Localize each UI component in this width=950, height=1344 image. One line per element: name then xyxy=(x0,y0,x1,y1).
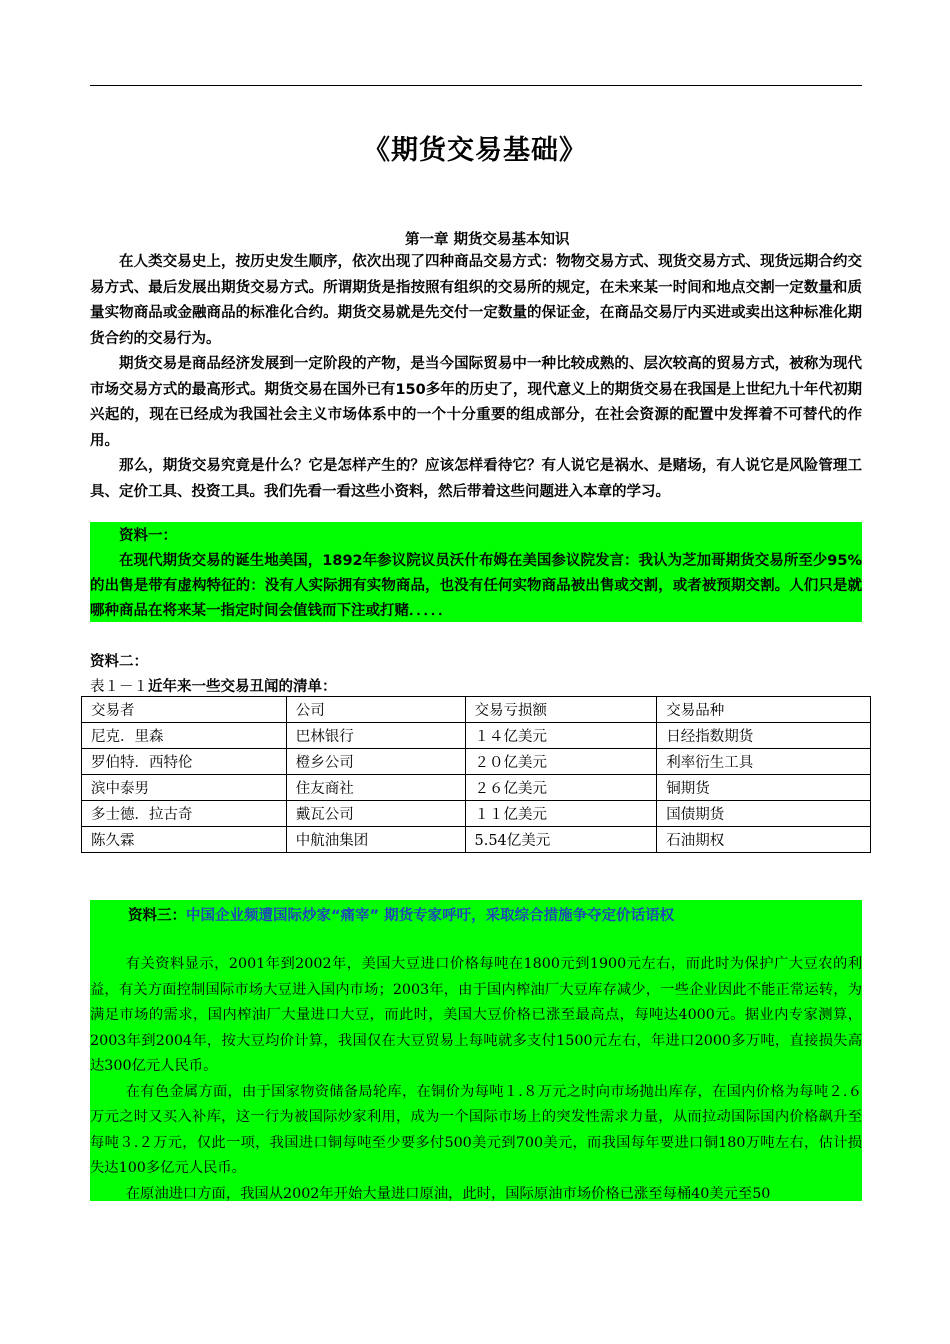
intro-paragraph: 那么，期货交易究竟是什么？它是怎样产生的？应该怎样看待它？有人说它是祸水、是赌场，有人说它是风险管理工具、定价工具、投资工具。我们先看一看这些小资料，然后带着这些问题进入本章的学习。 xyxy=(90,458,862,500)
material-two-label: 资料二： xyxy=(90,654,148,670)
table-cell: 滨中泰男 xyxy=(82,775,287,801)
table-header-cell: 公司 xyxy=(286,697,465,723)
material-three-label: 资料三： xyxy=(128,908,186,924)
table-number: 表１－１ xyxy=(90,679,148,695)
material-three-paragraph: 在有色金属方面，由于国家物资储备局轮库，在铜价为每吨１.８万元之时向市场抛出库存，在国内价格为每吨２.６万元之时又买入补库，这一行为被国际炒家利用，成为一个国际市场上的突发性需求力量，从而拉动国际国内价格飙升至每吨３.２万元，仅此一项，我国进口铜每吨至少要多付500美元到700美元，而我国每年要进口铜180万吨左右，估计损失达100多亿元人民币。 xyxy=(90,1083,862,1176)
table-cell: 国债期货 xyxy=(657,801,871,827)
material-three-box xyxy=(90,900,862,1201)
table-cell: 铜期货 xyxy=(657,775,871,801)
table-row xyxy=(82,801,871,827)
table-cell: 巴林银行 xyxy=(286,723,465,749)
material-three-heading xyxy=(128,904,674,925)
table-cell: 石油期权 xyxy=(657,827,871,853)
intro-section xyxy=(90,250,862,505)
table-caption xyxy=(90,675,337,696)
table-cell: 日经指数期货 xyxy=(657,723,871,749)
intro-paragraph: 在人类交易史上，按历史发生顺序，依次出现了四种商品交易方式：物物交易方式、现货交易方式、现货远期合约交易方式、最后发展出期货交易方式。所谓期货是指按照有组织的交易所的规定，在未来某一时间和地点交割一定数量和质量实物商品或金融商品的标准化合约。期货交易就是先交付一定数量的保证金，在商品交易厅内买进或卖出这种标准化期货合约的交易行为。 xyxy=(90,254,862,347)
table-row xyxy=(82,723,871,749)
scandal-table xyxy=(81,696,871,853)
table-cell: 橙乡公司 xyxy=(286,749,465,775)
material-one-box xyxy=(90,522,862,622)
table-cell: １１亿美元 xyxy=(465,801,657,827)
table-cell: １４亿美元 xyxy=(465,723,657,749)
table-cell: 尼克．里森 xyxy=(82,723,287,749)
intro-paragraph: 期货交易是商品经济发展到一定阶段的产物，是当今国际贸易中一种比较成熟的、层次较高的贸易方式，被称为现代市场交易方式的最高形式。期货交易在国外已有150多年的历史了，现代意义上的期货交易在我国是上世纪九十年代初期兴起的，现在已经成为我国社会主义市场体系中的一个十分重要的组成部分，在社会资源的配置中发挥着不可替代的作用。 xyxy=(90,356,862,449)
table-cell: 戴瓦公司 xyxy=(286,801,465,827)
table-cell: 中航油集团 xyxy=(286,827,465,853)
table-cell: ２０亿美元 xyxy=(465,749,657,775)
chapter-heading: 第一章 期货交易基本知识 xyxy=(405,232,570,248)
table-header-cell: 交易者 xyxy=(82,697,287,723)
table-cell: 住友商社 xyxy=(286,775,465,801)
table-cell: 5.54亿美元 xyxy=(465,827,657,853)
table-cell: 陈久霖 xyxy=(82,827,287,853)
table-cell: 多士德．拉古奇 xyxy=(82,801,287,827)
header-rule xyxy=(90,85,862,86)
page-title: 《期货交易基础》 xyxy=(363,135,587,166)
material-three-paragraph: 在原油进口方面，我国从2002年开始大量进口原油，此时，国际原油市场价格已涨至每桶40美元至50 xyxy=(125,1185,771,1202)
material-three-body xyxy=(90,952,862,1207)
table-row xyxy=(82,827,871,853)
material-one-text: 在现代期货交易的诞生地美国，1892年参议院议员沃什布姆在美国参议院发言：我认为芝加哥期货交易所至少95%的出售是带有虚构特征的：没有人实际拥有实物商品，也没有任何实物商品被出售或交割，或者被预期交割。人们只是就哪种商品在将来某一指定时间会值钱而下注或打赌．．．．． xyxy=(90,553,862,619)
material-three-paragraph: 有关资料显示，2001年到2002年，美国大豆进口价格每吨在1800元到1900元左右，而此时为保护广大豆农的利益，有关方面控制国际市场大豆进入国内市场；2003年，由于国内榨油厂大豆库存减少，一些企业因此不能正常运转，为满足市场的需求，国内榨油厂大量进口大豆，而此时，美国大豆价格已涨至最高点，每吨达4000元。据业内专家测算，2003年到2004年，按大豆均价计算，我国仅在大豆贸易上每吨就多支付1500元左右，年进口2000多万吨，直接损失高达300亿元人民币。 xyxy=(90,956,862,1074)
table-header-row xyxy=(82,697,871,723)
material-one-label: 资料一： xyxy=(119,528,177,544)
table-row xyxy=(82,775,871,801)
table-cell: ２６亿美元 xyxy=(465,775,657,801)
table-cell: 利率衍生工具 xyxy=(657,749,871,775)
table-caption-text: 近年来一些交易丑闻的清单： xyxy=(148,679,337,695)
table-cell: 罗伯特．西特伦 xyxy=(82,749,287,775)
table-header-cell: 交易品种 xyxy=(657,697,871,723)
table-row xyxy=(82,749,871,775)
material-three-headline: 中国企业频遭国际炒家“痛宰” 期货专家呼吁，采取综合措施争夺定价话语权 xyxy=(186,908,675,924)
table-header-cell: 交易亏损额 xyxy=(465,697,657,723)
